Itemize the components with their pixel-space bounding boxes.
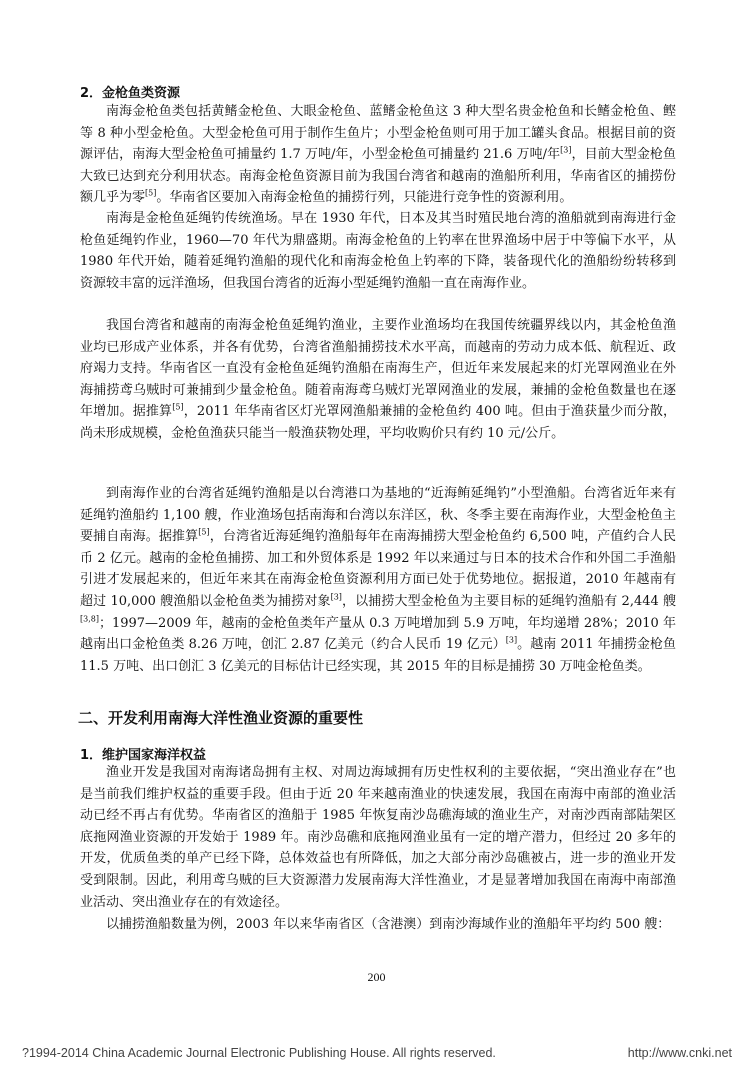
citation-ref: [3]: [330, 592, 342, 602]
footer: [22, 1046, 732, 1060]
paragraph-text: ；1997—2009 年，越南的金枪鱼类年产量从 0.3 万吨增加到 5.9 万吨，年均递增 28%；2010 年越南出口金枪鱼类 8.26 万吨，创汇 2.87 亿美元（约合人民币 19 亿元）: [80, 615, 676, 653]
paragraph-text: 。越南 2011 年捕捞金枪鱼 11.5 万吨、出口创汇 3 亿美元的目标估计已经实现，其 2015 年的目标是捕捞 30 万吨金枪鱼类。: [80, 637, 676, 674]
paragraph-text: 我国台湾省和越南的南海金枪鱼延绳钓渔业，主要作业渔场均在我国传统疆界线以内，其金枪鱼渔业均已形成产业体系，并各有优势，台湾省渔船捕捞技术水平高，而越南的劳动力成本低、航程近、政府竭力支持。华南省区一直没有金枪鱼延绳钓渔船在南海生产，但近年来发展起来的灯光罩网渔业在外海捕捞鸢乌贼时可兼捕到少量金枪鱼。随着南海鸢乌贼灯光罩网渔业的发展，兼捕的金枪鱼数量也在逐年增加。据推算: [80, 318, 676, 420]
paragraph-text: 南海金枪鱼类包括黄鳍金枪鱼、大眼金枪鱼、蓝鳍金枪鱼这 3 种大型名贵金枪鱼和长鳍金枪鱼、鲣等 8 种小型金枪鱼。大型金枪鱼可用于制作生鱼片；小型金枪鱼则可用于加工罐头食品。根据目前的资源评估，南海大型金枪鱼可捕量约 1.7 万吨/年，小型金枪鱼可捕量约 21.6 万吨/年: [80, 104, 676, 163]
copyright-notice: ?1994-2014 China Academic Journal Electronic Publishing House. All rights reserved.: [22, 1046, 496, 1060]
paragraph-text: ，目前大型金枪鱼大致已达到充分利用状态。南海金枪鱼资源目前为我国台湾省和越南的渔船所利用，华南省区的捕捞份额几乎为零: [80, 147, 676, 206]
paragraph-text: ，以捕捞大型金枪鱼为主要目标的延绳钓渔船有 2,444 艘: [341, 593, 676, 609]
citation-ref: [3]: [560, 145, 572, 155]
citation-ref: [5]: [145, 189, 157, 199]
subsection-heading-maritime-rights: 1．维护国家海洋权益: [80, 748, 207, 763]
section-heading-tuna-resources: 2．金枪鱼类资源: [80, 86, 181, 101]
website-link[interactable]: http://www.cnki.net: [627, 1046, 732, 1060]
paragraph-text: 渔业开发是我国对南海诸岛拥有主权、对周边海域拥有历史性权利的主要依据，“突出渔业存在”也是当前我们维护权益的重要手段。但由于近 20 年来越南渔业的快速发展，我国在南海中南部的渔业活动已经不再占有优势。华南省区的渔船于 1985 年恢复南沙岛礁海域的渔业生产，对南沙西南部陆架区底拖网渔业资源的开发始于 1989 年。南沙岛礁和底拖网渔业虽有一定的增产潜力，但经过 20 多年的开发，优质鱼类的单产已经下降，总体效益也有所降低，加之大部分南沙岛礁被占，进一步的渔业开发受到限制。因此，利用鸢乌贼的巨大资源潜力发展南海大洋性渔业，才是显著增加我国在南海中南部渔业活动、突出渔业存在的有效途径。: [80, 765, 676, 910]
paragraph-taiwan-longline-vessels: [80, 483, 676, 677]
paragraph-taiwan-vietnam-fishery: [80, 315, 676, 445]
citation-ref: [5]: [172, 403, 184, 413]
paragraph-vessel-count: [80, 914, 676, 936]
paragraph-longline-history: [80, 208, 676, 294]
citation-ref: [3]: [505, 635, 518, 645]
paragraph-maritime-rights: [80, 762, 676, 913]
paragraph-tuna-species: [80, 101, 676, 209]
paragraph-text: ，台湾省近海延绳钓渔船每年在南海捕捞大型金枪鱼约 6,500 吨，产值约合人民币 2 亿元。越南的金枪鱼捕捞、加工和外贸体系是 1992 年以来通过与日本的技术合作和外国二手渔船引进才发展起来的，但近年来其在南海金枪鱼资源利用方面已处于优势地位。据报道，2010 年越南有超过 10,000 艘渔船以金枪鱼类为捕捞对象: [80, 529, 676, 609]
paragraph-text: 南海是金枪鱼延绳钓传统渔场。早在 1930 年代，日本及其当时殖民地台湾的渔船就到南海进行金枪鱼延绳钓作业，1960—70 年代为鼎盛期。南海金枪鱼的上钓率在世界渔场中居于中等偏下水平，从 1980 年代开始，随着延绳钓渔船的现代化和南海金枪鱼上钓率的下降，装备现代化的渔船纷纷转移到资源较丰富的远洋渔场，但我国台湾省的近海小型延绳钓渔船一直在南海作业。: [80, 211, 676, 291]
citation-ref: [5]: [198, 527, 210, 537]
section-heading-importance: 二、开发利用南海大洋性渔业资源的重要性: [78, 709, 364, 727]
paragraph-text: 到南海作业的台湾省延绳钓渔船是以台湾港口为基地的“近海鲔延绳钓”小型渔船。台湾省近年来有延绳钓渔船约 1,100 艘，作业渔场包括南海和台湾以东洋区，秋、冬季主要在南海作业，大型金枪鱼主要捕自南海。据推算: [80, 486, 676, 545]
page-number: 200: [367, 970, 386, 984]
paragraph-text: 。华南省区要加入南海金枪鱼的捕捞行列，只能进行竞争性的资源利用。: [156, 190, 573, 206]
paragraph-text: ，2011 年华南省区灯光罩网渔船兼捕的金枪鱼约 400 吨。但由于渔获量少而分散，尚未形成规模，金枪鱼渔获只能当一般渔获物处理，平均收购价只有约 10 元/公斤。: [80, 404, 676, 441]
citation-ref: [3,8]: [80, 614, 99, 624]
paragraph-text: 以捕捞渔船数量为例，2003 年以来华南省区（含港澳）到南沙海域作业的渔船年平均约 500 艘：: [106, 917, 671, 932]
